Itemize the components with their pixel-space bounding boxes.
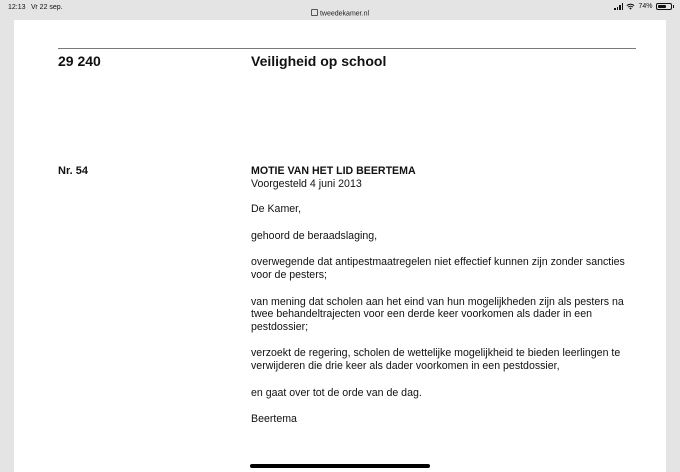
battery-nub (673, 5, 675, 8)
cellular-signal-icon (614, 3, 623, 10)
signature: Beertema (251, 413, 297, 426)
status-date: Vr 22 sep. (31, 4, 63, 11)
battery-percent: 74% (638, 3, 653, 10)
status-indicators (614, 3, 674, 10)
paragraph: verzoekt de regering, scholen de wettelijke mogelijkheid te bieden leerlingen te verwijderen die drie keer als dader voorkomen in een pestdossier, (251, 347, 621, 372)
proposed-date: Voorgesteld 4 juni 2013 (251, 177, 362, 190)
lock-icon (311, 9, 318, 16)
paragraph: van mening dat scholen aan het eind van hun mogelijkheden zijn als pesters na twee behandeltrajecten voor een derde keer voorkomen als dader in een pestdossier; (251, 295, 624, 333)
motion-content (251, 165, 631, 426)
motion-title: MOTIE VAN HET LID BEERTEMA (251, 165, 416, 177)
home-indicator[interactable] (250, 464, 430, 468)
header-rule (58, 48, 636, 49)
status-bar (0, 0, 680, 16)
paragraph: overwegende dat antipestmaatregelen niet effectief kunnen zijn zonder sancties voor de pesters; (251, 256, 625, 281)
wifi-icon (626, 3, 635, 10)
url-text: tweedekamer.nl (319, 10, 370, 18)
address-bar[interactable] (0, 10, 680, 17)
status-time: 12:13 (8, 4, 26, 11)
document-page (14, 20, 666, 472)
dossier-title: Veiligheid op school (251, 53, 387, 69)
dossier-number: 29 240 (58, 53, 101, 69)
battery-icon (656, 3, 672, 10)
motion-number: Nr. 54 (58, 165, 88, 177)
battery-fill (658, 5, 667, 8)
paragraph: gehoord de beraadslaging, (251, 229, 378, 242)
paragraph: en gaat over tot de orde van de dag. (251, 386, 422, 399)
paragraph: De Kamer, (251, 203, 302, 216)
